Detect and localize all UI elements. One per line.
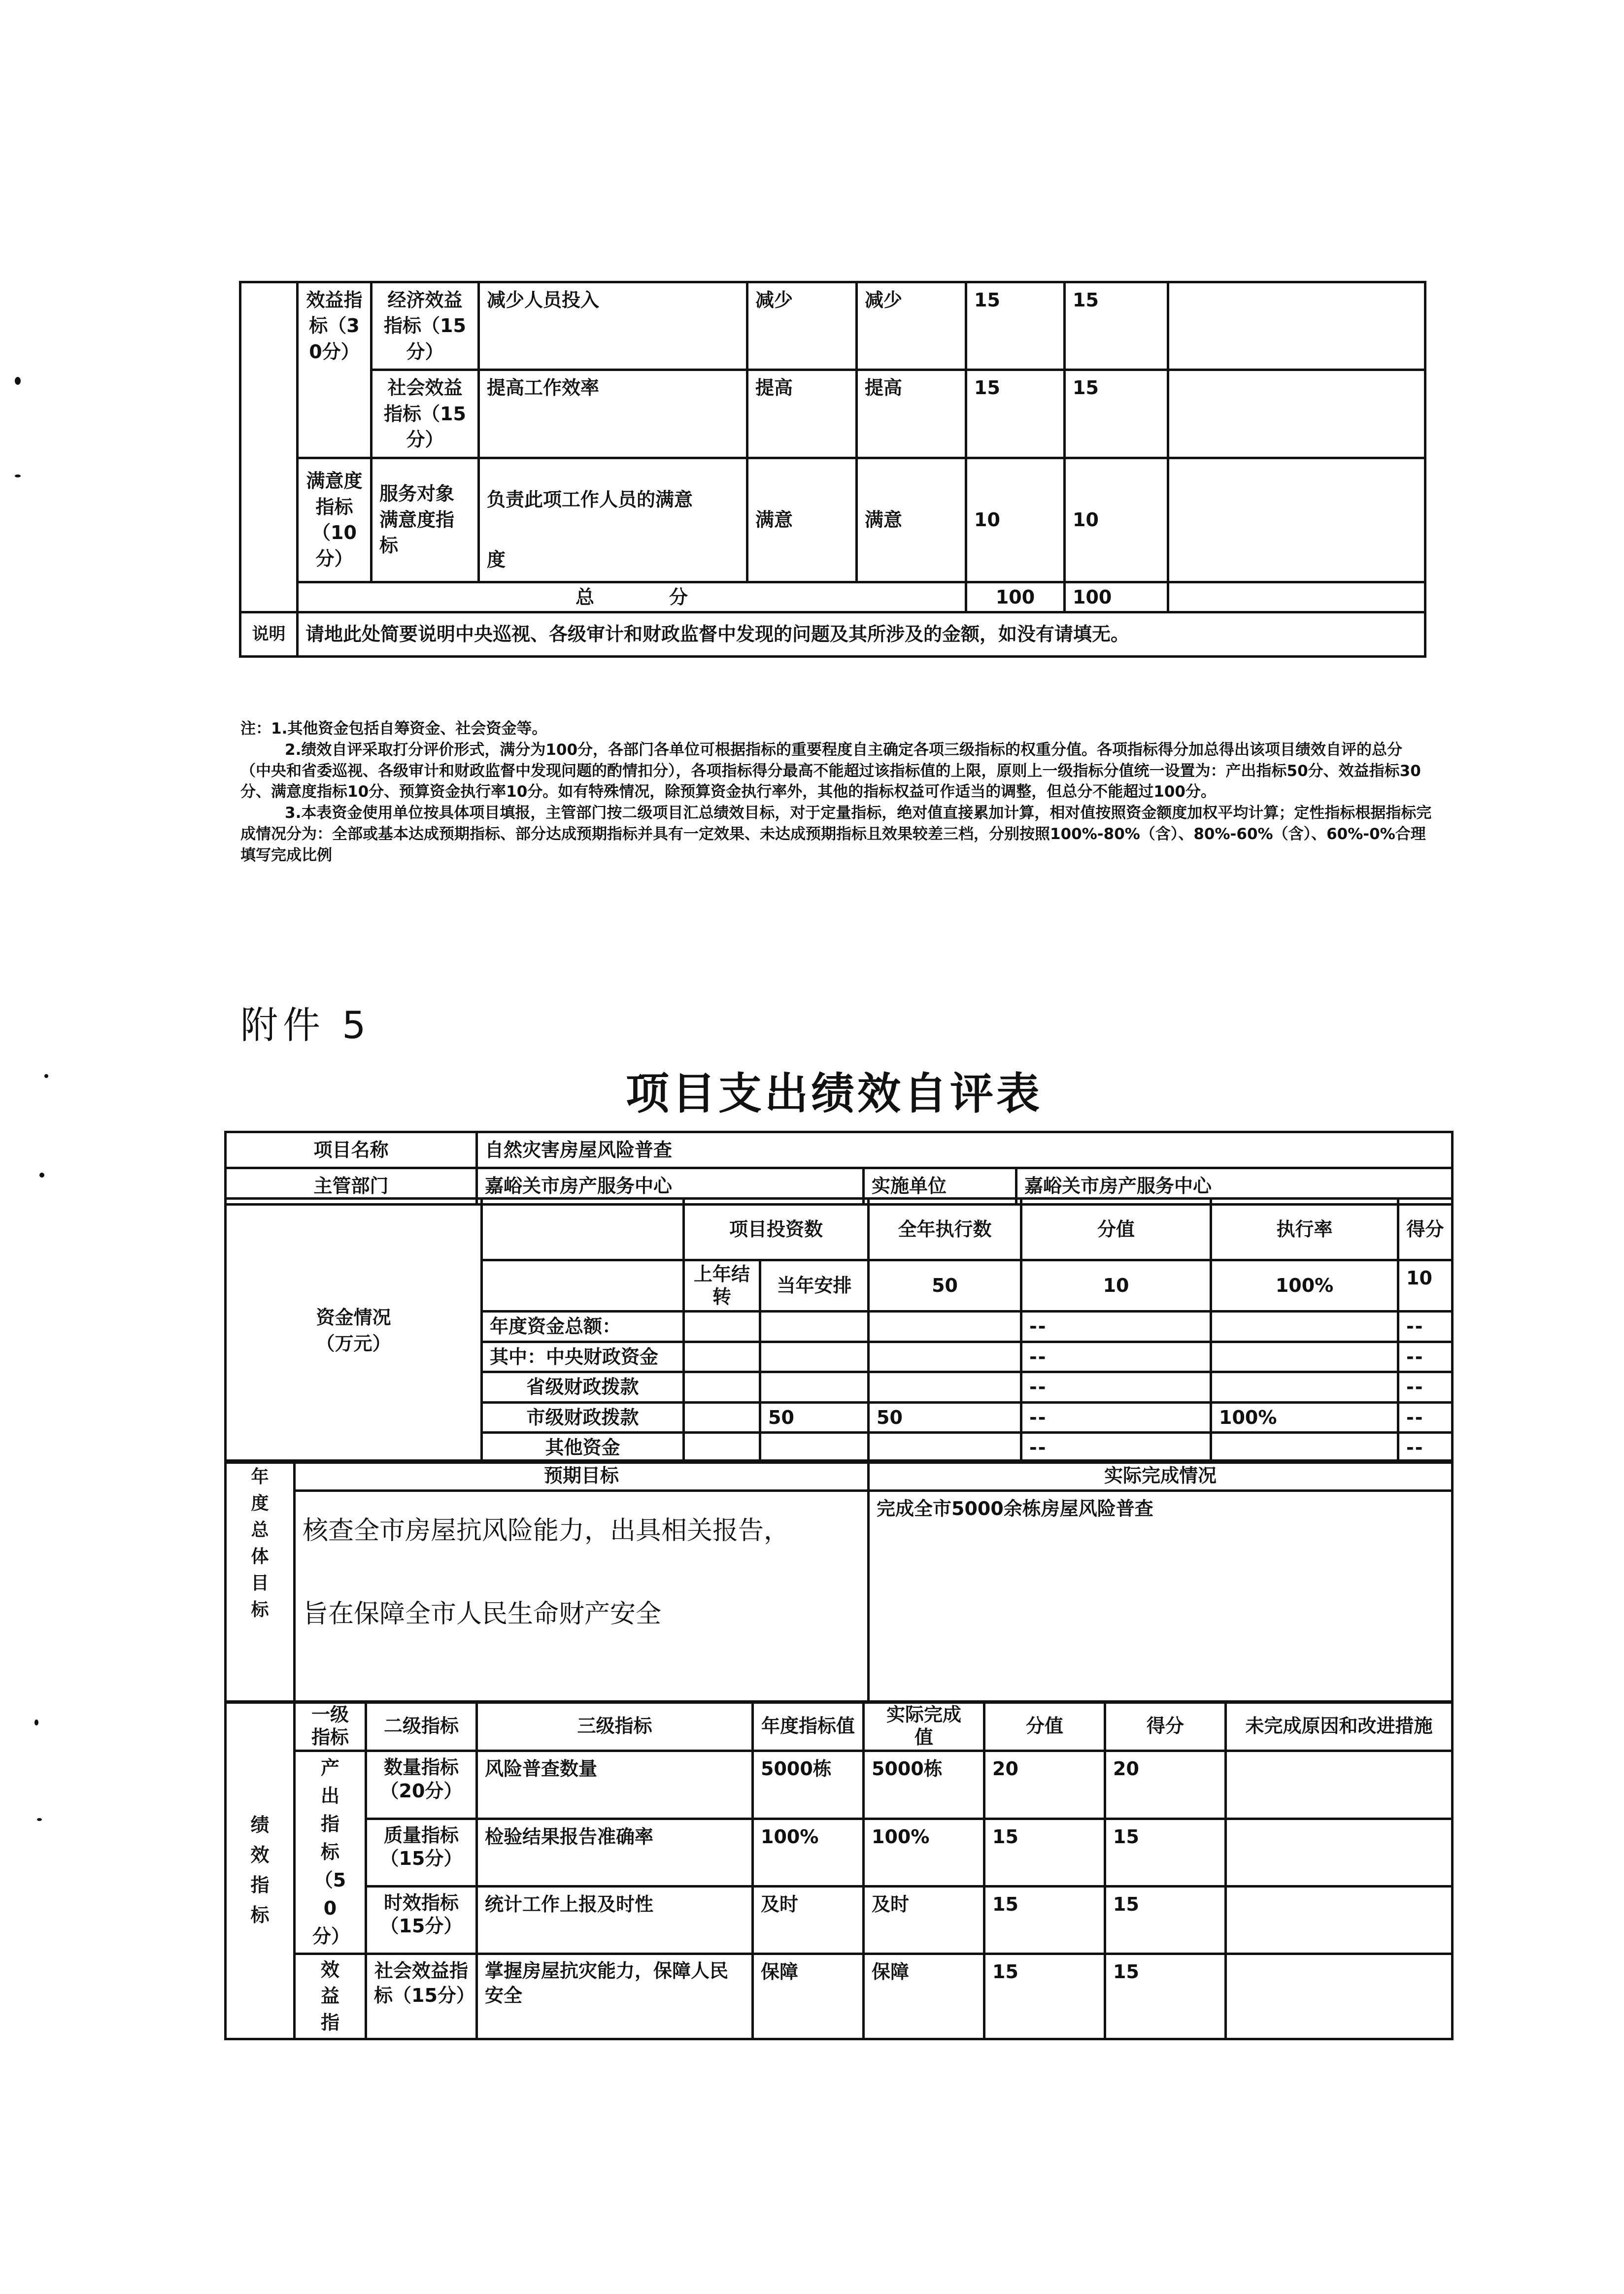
- header-target: 年度指标值: [753, 1702, 864, 1751]
- scan-speck: [15, 474, 21, 477]
- funds-row-exec: [869, 1372, 1021, 1402]
- scan-speck: [39, 1173, 44, 1178]
- reason-cell: [1226, 1886, 1453, 1954]
- funds-row-label: 其中：中央财政资金: [482, 1342, 684, 1372]
- actual-cell: 100%: [864, 1819, 984, 1886]
- blank-group-cell: [240, 282, 298, 612]
- form-title: 项目支出绩效自评表: [626, 1068, 1043, 1119]
- indicators-label: 绩效指标: [226, 1702, 295, 2039]
- goals-label: 年度总体目标: [226, 1461, 295, 1703]
- funds-row-weight: --: [1021, 1312, 1211, 1342]
- funds-row-carryover: [684, 1372, 760, 1402]
- indicators-table: [224, 1700, 1454, 2040]
- funds-row-current: [760, 1432, 869, 1462]
- actual-cell: 减少: [857, 282, 966, 370]
- score-cell: 15: [1065, 282, 1168, 370]
- header-level1: 一级指标: [295, 1702, 366, 1751]
- output-group-label: 产出指标（50分）: [295, 1751, 366, 1954]
- header-score: 得分: [1398, 1199, 1453, 1260]
- weight-cell: 15: [984, 1886, 1105, 1954]
- target-cell: 及时: [753, 1886, 864, 1954]
- header-level2: 二级指标: [366, 1702, 477, 1751]
- score-cell: 15: [1065, 370, 1168, 458]
- scan-speck: [34, 1720, 38, 1725]
- level2-cell: 质量指标（15分）: [366, 1819, 477, 1886]
- total-weight: 100: [966, 582, 1065, 612]
- funds-label-line2: （万元）: [316, 1332, 391, 1354]
- header-reason: 未完成原因和改进措施: [1226, 1702, 1453, 1751]
- header-level3: 三级指标: [477, 1702, 753, 1751]
- weight-cell: 20: [984, 1751, 1105, 1819]
- funds-table: [224, 1197, 1454, 1464]
- total-score: 100: [1065, 582, 1168, 612]
- summary-exec: 50: [869, 1260, 1021, 1312]
- reason-cell: [1168, 458, 1425, 582]
- level3-cell: [479, 458, 747, 582]
- expected-goal-value: [295, 1491, 869, 1703]
- project-name-value: 自然灾害房屋风险普查: [477, 1132, 1453, 1168]
- benefit-group-label: 效益指: [295, 1954, 366, 2039]
- header-rate: 执行率: [1211, 1199, 1398, 1260]
- level3-cell: 提高工作效率: [479, 370, 747, 458]
- level2-cell: 服务对象满意度指标: [372, 458, 479, 582]
- funds-row-current: 50: [760, 1402, 869, 1432]
- level3-cell: 掌握房屋抗灾能力，保障人民安全: [477, 1954, 753, 2039]
- funds-label-line1: 资金情况: [316, 1307, 391, 1329]
- funds-row-score: --: [1398, 1312, 1453, 1342]
- scan-speck: [15, 377, 21, 385]
- notes-block: [240, 718, 1433, 866]
- funds-row-weight: --: [1021, 1372, 1211, 1402]
- funds-row-exec: [869, 1342, 1021, 1372]
- target-cell: 100%: [753, 1819, 864, 1886]
- level2-cell: 数量指标（20分）: [366, 1751, 477, 1819]
- level2-cell: 经济效益指标（15分）: [372, 282, 479, 370]
- header-actual: 实际完成值: [864, 1702, 984, 1751]
- score-cell: 20: [1105, 1751, 1226, 1819]
- actual-cell: 5000栋: [864, 1751, 984, 1819]
- funds-subheader-blank: [482, 1260, 684, 1312]
- funds-row-carryover: [684, 1342, 760, 1372]
- funds-row-label: 其他资金: [482, 1432, 684, 1462]
- level3-line2: 度: [487, 549, 506, 571]
- funds-row-weight: --: [1021, 1432, 1211, 1462]
- funds-row-carryover: [684, 1432, 760, 1462]
- header-invest: 项目投资数: [684, 1199, 869, 1260]
- expected-goal-header: 预期目标: [295, 1461, 869, 1491]
- expected-goal-line1: 核查全市房屋抗风险能力，出具相关报告，: [303, 1516, 790, 1546]
- goals-table: [224, 1459, 1454, 1704]
- funds-row-rate: [1211, 1372, 1398, 1402]
- benefit-group-label: 效益指标（30分）: [298, 282, 372, 458]
- impl-label: 实施单位: [864, 1168, 1016, 1204]
- header-weight: 分值: [984, 1702, 1105, 1751]
- target-cell: 提高: [747, 370, 857, 458]
- reason-cell: [1226, 1751, 1453, 1819]
- reason-cell: [1226, 1819, 1453, 1886]
- summary-score: 10: [1398, 1260, 1453, 1312]
- header-score: 得分: [1105, 1702, 1226, 1751]
- weight-cell: 15: [966, 282, 1065, 370]
- funds-row-rate: [1211, 1432, 1398, 1462]
- prev-performance-table: [239, 281, 1426, 658]
- target-cell: 5000栋: [753, 1751, 864, 1819]
- weight-cell: 15: [966, 370, 1065, 458]
- total-reason: [1168, 582, 1425, 612]
- funds-row-exec: [869, 1312, 1021, 1342]
- funds-header-blank: [482, 1199, 684, 1260]
- funds-label: [226, 1199, 482, 1463]
- target-cell: 满意: [747, 458, 857, 582]
- funds-row-score: --: [1398, 1402, 1453, 1432]
- funds-row-label: 省级财政拨款: [482, 1372, 684, 1402]
- weight-cell: 10: [966, 458, 1065, 582]
- header-exec: 全年执行数: [869, 1199, 1021, 1260]
- funds-row-rate: 100%: [1211, 1402, 1398, 1432]
- funds-row-current: [760, 1312, 869, 1342]
- funds-row-score: --: [1398, 1342, 1453, 1372]
- level3-line1: 负责此项工作人员的满意: [487, 488, 693, 510]
- funds-row-score: --: [1398, 1372, 1453, 1402]
- impl-value: 嘉峪关市房产服务中心: [1016, 1168, 1453, 1204]
- funds-row-rate: [1211, 1342, 1398, 1372]
- score-cell: 15: [1105, 1886, 1226, 1954]
- funds-row-rate: [1211, 1312, 1398, 1342]
- header-weight: 分值: [1021, 1199, 1211, 1260]
- target-cell: 减少: [747, 282, 857, 370]
- level2-cell: 社会效益指标（15分）: [372, 370, 479, 458]
- summary-rate: 100%: [1211, 1260, 1398, 1312]
- total-label: 总 分: [298, 582, 966, 612]
- actual-cell: 保障: [864, 1954, 984, 2039]
- score-cell: 15: [1105, 1954, 1226, 2039]
- dept-label: 主管部门: [226, 1168, 477, 1204]
- explanation-label: 说明: [240, 612, 298, 657]
- actual-completion-value: 完成全市5000余栋房屋风险普查: [869, 1491, 1453, 1703]
- scan-speck: [44, 1074, 48, 1078]
- scan-speck: [37, 1818, 42, 1821]
- note-3: 3.本表资金使用单位按具体项目填报，主管部门按二级项目汇总绩效目标，对于定量指标，绝对值直接累加计算，相对值按照资金额度加权平均计算；定性指标根据指标完成情况分为：全部或基本达成预期指标、部分达成预期指标并具有一定效果、未达成预期指标且效果较差三档，分别按照100%-80%（含）、80%-60%（含）、60%-0%合理填写完成比例: [240, 804, 1432, 864]
- reason-cell: [1168, 282, 1425, 370]
- reason-cell: [1168, 370, 1425, 458]
- funds-row-label: 市级财政拨款: [482, 1402, 684, 1432]
- actual-cell: 满意: [857, 458, 966, 582]
- funds-row-current: [760, 1372, 869, 1402]
- funds-row-score: --: [1398, 1432, 1453, 1462]
- funds-row-weight: --: [1021, 1402, 1211, 1432]
- annex-label: 附件 5: [240, 1003, 371, 1047]
- project-name-label: 项目名称: [226, 1132, 477, 1168]
- satisfaction-group-label: 满意度指标（10分）: [298, 458, 372, 582]
- expected-goal-line2: 旨在保障全市人民生命财产安全: [303, 1599, 662, 1629]
- funds-row-current: [760, 1342, 869, 1372]
- funds-row-carryover: [684, 1402, 760, 1432]
- note-2: 2.绩效自评采取打分评价形式，满分为100分，各部门各单位可根据指标的重要程度自主确定各项三级指标的权重分值。各项指标得分加总得出该项目绩效自评的总分（中央和省委巡视、各级审计和财政监督中发现问题的酌情扣分），各项指标得分最高不能超过该指标值的上限，原则上一级指标分值统一设置为：产出指标50分、效益指标30分、满意度指标10分、预算资金执行率10分。如有特殊情况，除预算资金执行率外，其他的指标权益可作适当的调整，但总分不能超过100分。: [240, 741, 1421, 801]
- actual-completion-header: 实际完成情况: [869, 1461, 1453, 1491]
- funds-row-exec: [869, 1432, 1021, 1462]
- weight-cell: 15: [984, 1819, 1105, 1886]
- reason-cell: [1226, 1954, 1453, 2039]
- level3-cell: 检验结果报告准确率: [477, 1819, 753, 1886]
- score-cell: 10: [1065, 458, 1168, 582]
- level2-cell: 时效指标（15分）: [366, 1886, 477, 1954]
- funds-row-label: 年度资金总额：: [482, 1312, 684, 1342]
- funds-row-carryover: [684, 1312, 760, 1342]
- target-cell: 保障: [753, 1954, 864, 2039]
- explanation-text: 请地此处简要说明中央巡视、各级审计和财政监督中发现的问题及其所涉及的金额，如没有请填无。: [298, 612, 1425, 657]
- subheader-carryover: 上年结转: [684, 1260, 760, 1312]
- funds-row-weight: --: [1021, 1342, 1211, 1372]
- level3-cell: 统计工作上报及时性: [477, 1886, 753, 1954]
- weight-cell: 15: [984, 1954, 1105, 2039]
- note-1: 注：1.其他资金包括自筹资金、社会资金等。: [240, 720, 547, 738]
- actual-cell: 提高: [857, 370, 966, 458]
- level2-cell: 社会效益指标（15分）: [366, 1954, 477, 2039]
- funds-row-exec: 50: [869, 1402, 1021, 1432]
- summary-weight: 10: [1021, 1260, 1211, 1312]
- level3-cell: 风险普查数量: [477, 1751, 753, 1819]
- self-evaluation-form: [224, 1131, 1454, 1206]
- actual-cell: 及时: [864, 1886, 984, 1954]
- subheader-current: 当年安排: [760, 1260, 869, 1312]
- score-cell: 15: [1105, 1819, 1226, 1886]
- level3-cell: 减少人员投入: [479, 282, 747, 370]
- dept-value: 嘉峪关市房产服务中心: [477, 1168, 864, 1204]
